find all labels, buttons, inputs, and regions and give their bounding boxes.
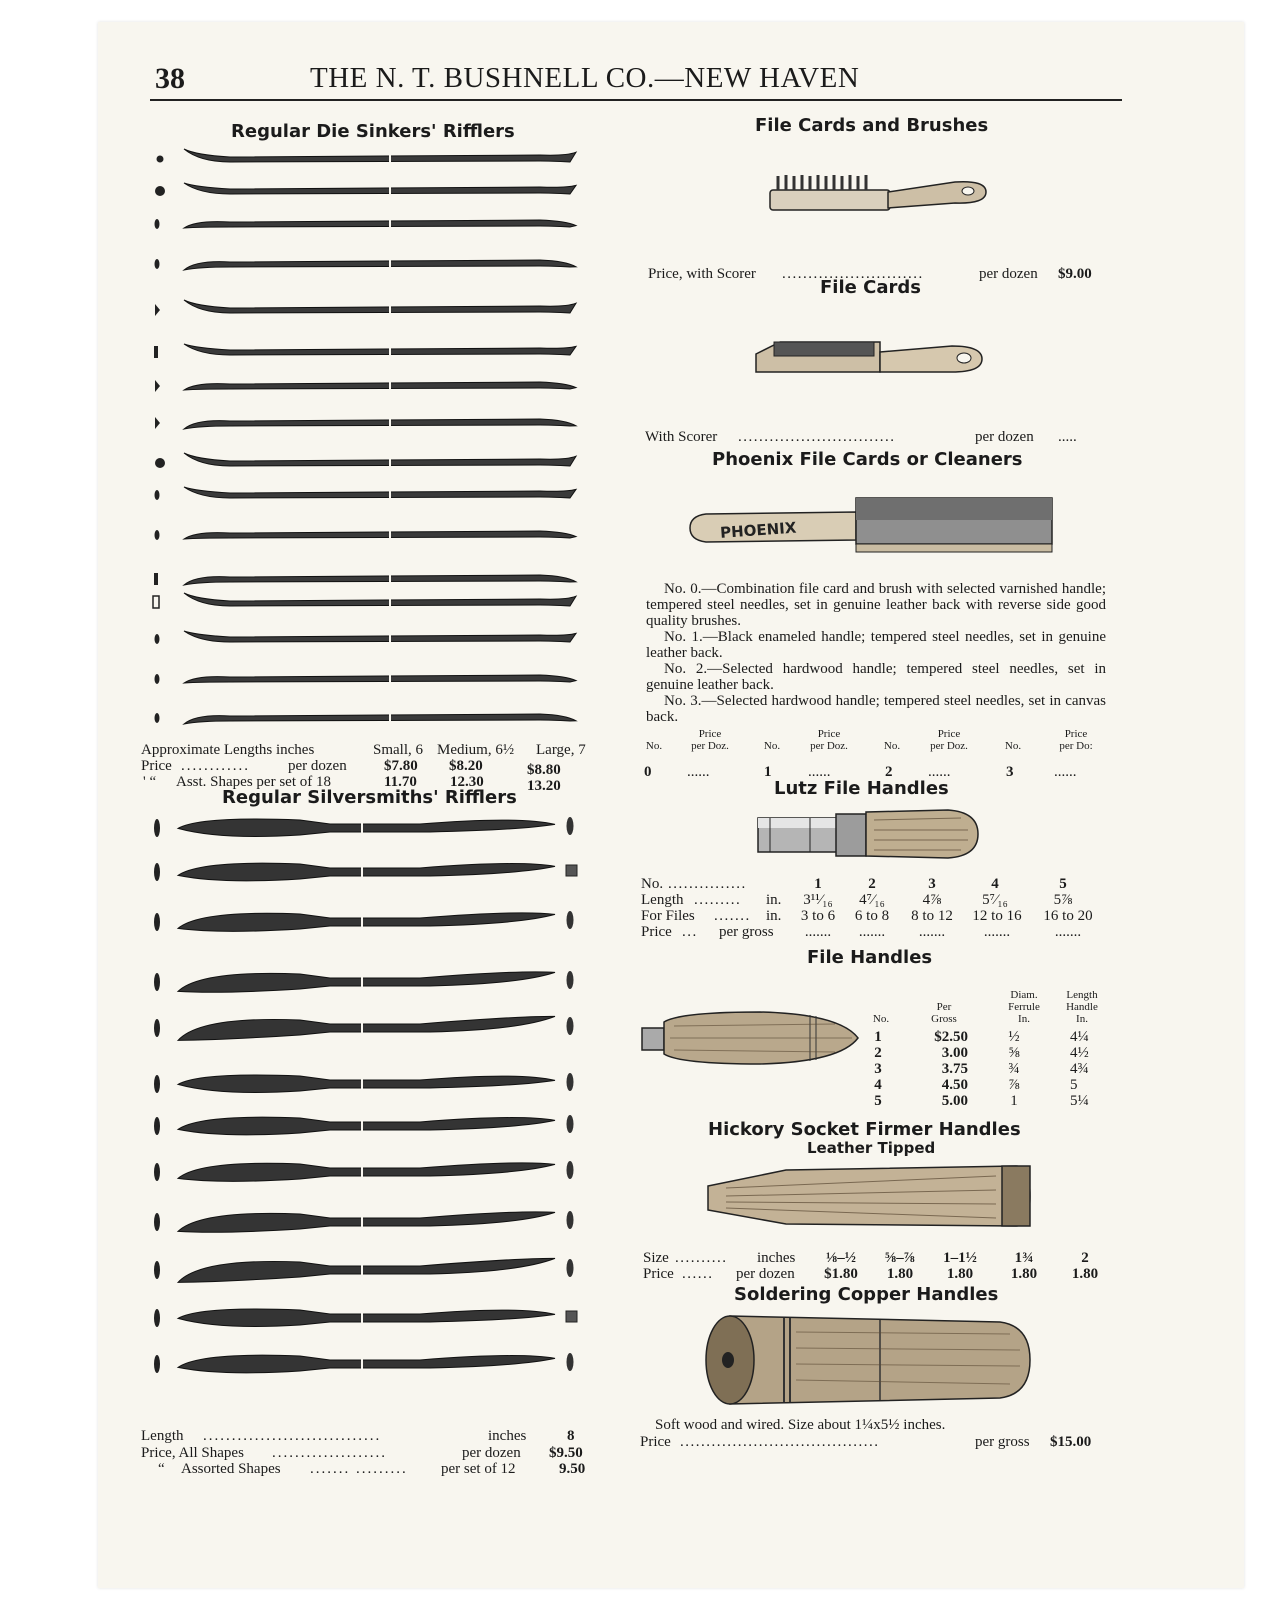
die-size-large: Large, 7 [536, 742, 586, 758]
lutz-length-1: 3¹¹⁄₁₆ [803, 892, 833, 908]
hickory-price-unit: per dozen [736, 1266, 795, 1282]
fh-col-no: No. [872, 1013, 890, 1025]
silver-section-right-11 [566, 1311, 577, 1322]
die-price-small: $7.80 [384, 758, 418, 774]
lutz-no-5: 5 [1059, 876, 1067, 892]
lutz-no-1: 1 [814, 876, 822, 892]
silver-length-label: Length [141, 1428, 184, 1444]
lutz-price-1: ....... [804, 924, 832, 940]
file-card-illustration [752, 332, 988, 380]
soldering-title: Soldering Copper Handles [734, 1284, 999, 1305]
lutz-price-unit: per gross [719, 924, 774, 940]
silver-length-leader: ............................... [203, 1428, 382, 1444]
lutz-length-3: 4⅞ [922, 892, 942, 908]
silversmiths-title: Regular Silversmiths' Rifflers [222, 787, 517, 808]
die-lengths-label: Approximate Lengths inches [141, 742, 315, 758]
lutz-files-label: For Files [641, 908, 695, 924]
silver-riffler-7 [154, 1115, 574, 1135]
soldering-handle-illustration [700, 1312, 1036, 1408]
phoenix-no-2: 2 [885, 764, 893, 780]
fh-row-3-no: 3 [874, 1061, 882, 1077]
silver-riffler-5 [154, 1016, 574, 1040]
hickory-size-5: 2 [1081, 1250, 1089, 1266]
silver-section-right-1 [567, 817, 574, 835]
fc-unit: per dozen [975, 429, 1034, 445]
lutz-length-leader: ......... [694, 892, 742, 908]
silver-price-unit: per dozen [462, 1445, 521, 1461]
phoenix-no-3: 3 [1006, 764, 1014, 780]
lutz-length-5: 5⅞ [1053, 892, 1073, 908]
silver-section-left-10 [154, 1261, 160, 1279]
fh-col-length: Length Handle In. [1066, 989, 1098, 1025]
die-size-small: Small, 6 [373, 742, 424, 758]
phoenix-brand-text: PHOENIX [719, 518, 797, 542]
hickory-price-3: 1.80 [946, 1266, 974, 1282]
silver-section-left-4 [154, 973, 160, 991]
silver-asst-unit: per set of 12 [441, 1461, 516, 1477]
fh-row-3-length: 4¾ [1070, 1061, 1089, 1077]
silver-riffler-3 [154, 911, 574, 931]
silver-section-right-9 [567, 1211, 574, 1229]
fcb-leader: ........................... [782, 266, 924, 282]
lutz-files-unit: in. [766, 908, 782, 924]
lutz-files-1: 3 to 6 [800, 908, 836, 924]
silver-riffler-9 [154, 1211, 574, 1232]
phoenix-col-no-0: No. [645, 740, 663, 752]
silver-asst-value: 9.50 [559, 1461, 586, 1477]
lutz-files-3: 8 to 12 [911, 908, 953, 924]
silver-price-label: Price, All Shapes [141, 1445, 244, 1461]
fc-leader: .............................. [738, 429, 896, 445]
fh-row-1-price: $2.50 [934, 1029, 968, 1045]
silver-asst-mark: “ [158, 1461, 165, 1477]
silver-asst-leader: ....... ......... [310, 1461, 408, 1477]
soldering-price: $15.00 [1050, 1434, 1092, 1450]
lutz-length-4: 5⁷⁄₁₆ [982, 892, 1008, 908]
lutz-files-4: 12 to 16 [972, 908, 1022, 924]
die-price-medium: $8.20 [449, 758, 483, 774]
lutz-title: Lutz File Handles [774, 778, 949, 799]
file-handles-title: File Handles [807, 947, 933, 968]
silver-section-left-6 [154, 1075, 160, 1093]
lutz-length-label: Length [641, 892, 684, 908]
phoenix-price-2: ...... [928, 764, 951, 780]
page-number: 38 [155, 62, 185, 95]
hickory-size-4: 1¾ [1014, 1250, 1034, 1266]
lutz-no-2: 2 [868, 876, 876, 892]
hickory-size-3: 1–1½ [943, 1250, 977, 1266]
lutz-no-4: 4 [991, 876, 999, 892]
silver-section-left-3 [154, 913, 160, 931]
fh-row-5-diam: 1 [1010, 1093, 1018, 1109]
fh-row-4-price: 4.50 [941, 1077, 968, 1093]
fc-label: With Scorer [645, 429, 718, 445]
fh-row-1-diam: ½ [1008, 1029, 1020, 1045]
file-cards-title: File Cards [820, 277, 921, 298]
die-asst-small: 11.70 [384, 774, 417, 790]
silver-riffler-10 [154, 1258, 574, 1282]
hickory-title: Hickory Socket Firmer Handles [708, 1119, 1021, 1140]
silver-section-left-7 [154, 1117, 160, 1135]
die-asst-label: Asst. Shapes per set of 18 [176, 774, 331, 790]
silver-section-left-9 [154, 1213, 160, 1231]
lutz-files-leader: ....... [714, 908, 751, 924]
lutz-price-leader: ... [682, 924, 698, 940]
lutz-files-5: 16 to 20 [1043, 908, 1093, 924]
hickory-size-1: ⅛–½ [826, 1250, 856, 1266]
silver-length-unit: inches [488, 1428, 527, 1444]
silver-section-right-6 [567, 1073, 574, 1091]
hickory-size-leader: .......... [675, 1250, 728, 1266]
silver-section-left-8 [154, 1163, 160, 1181]
lutz-price-label: Price [641, 924, 672, 940]
phoenix-no-1: 1 [764, 764, 772, 780]
lutz-price-4: ....... [983, 924, 1011, 940]
die-price-label: Price [141, 758, 172, 774]
fh-row-4-diam: ⅞ [1008, 1077, 1020, 1093]
phoenix-card-illustration [686, 492, 1058, 558]
phoenix-price-0: ...... [687, 764, 710, 780]
hickory-subtitle: Leather Tipped [807, 1139, 936, 1157]
hickory-size-2: ⅝–⅞ [885, 1250, 915, 1266]
phoenix-col-no-2: No. [883, 740, 901, 752]
silver-riffler-6 [154, 1073, 574, 1093]
phoenix-col-price-2: Price per Doz. [930, 728, 968, 752]
fh-row-4-no: 4 [874, 1077, 882, 1093]
fh-row-5-no: 5 [874, 1093, 882, 1109]
silver-riffler-12 [154, 1353, 574, 1373]
silver-riffler-4 [154, 971, 574, 992]
lutz-no-3: 3 [928, 876, 936, 892]
lutz-length-unit: in. [766, 892, 782, 908]
lutz-no-leader: ............... [668, 876, 747, 892]
phoenix-col-no-3: No. [1004, 740, 1022, 752]
fcb-price-label: Price, with Scorer [648, 266, 756, 282]
phoenix-no1-text: No. 1.—Black enameled handle; tempered steel needles, set in genuine leather back. [646, 629, 1106, 661]
fh-row-3-diam: ¾ [1008, 1061, 1020, 1077]
lutz-handle-illustration [756, 806, 982, 862]
fh-row-2-price: 3.00 [941, 1045, 968, 1061]
lutz-price-3: ....... [918, 924, 946, 940]
phoenix-col-no-1: No. [763, 740, 781, 752]
fh-row-2-diam: ⅝ [1008, 1045, 1020, 1061]
hickory-handle-illustration [706, 1162, 1036, 1234]
die-asst-large: 13.20 [527, 778, 561, 794]
fh-row-1-length: 4¼ [1070, 1029, 1089, 1045]
file-card-brush-illustration [760, 168, 992, 218]
fh-row-1-no: 1 [874, 1029, 882, 1045]
phoenix-no-0: 0 [644, 764, 652, 780]
silver-section-right-12 [567, 1353, 574, 1371]
fh-col-per-gross: Per Gross [931, 1001, 957, 1025]
fh-col-diam: Diam. Ferrule In. [1008, 989, 1040, 1025]
silver-price-leader: .................... [272, 1445, 387, 1461]
fh-row-2-no: 2 [874, 1045, 882, 1061]
hickory-price-leader: ...... [682, 1266, 714, 1282]
lutz-price-2: ....... [858, 924, 886, 940]
silver-riffler-8 [154, 1161, 574, 1181]
running-header: THE N. T. BUSHNELL CO.—NEW HAVEN [310, 62, 860, 94]
silver-price-value: $9.50 [549, 1445, 583, 1461]
hickory-size-unit: inches [757, 1250, 796, 1266]
die-size-medium: Medium, 6½ [437, 742, 515, 758]
fc-price: ..... [1058, 429, 1077, 445]
phoenix-no2-text: No. 2.—Selected hardwood handle; tempered steel needles, set in genuine leather back. [646, 661, 1106, 693]
lutz-price-5: ....... [1054, 924, 1082, 940]
fcb-price: $9.00 [1058, 266, 1092, 282]
phoenix-col-price-1: Price per Doz. [810, 728, 848, 752]
phoenix-no0-text: No. 0.—Combination file card and brush with selected varnished handle; tempered steel needles, set in genuine leather back with reverse side good quality brushes. [646, 581, 1106, 629]
soldering-note: Soft wood and wired. Size about 1¼x5½ inches. [655, 1417, 946, 1433]
die-asst-mark: ' “ [143, 774, 157, 790]
silver-section-left-12 [154, 1355, 160, 1373]
fh-row-3-price: 3.75 [941, 1061, 968, 1077]
fcb-unit: per dozen [979, 266, 1038, 282]
phoenix-price-3: ...... [1054, 764, 1077, 780]
silver-section-right-3 [567, 911, 574, 929]
silver-asst-label: Assorted Shapes [181, 1461, 281, 1477]
silver-section-right-10 [567, 1259, 574, 1277]
silver-section-left-5 [154, 1019, 160, 1037]
soldering-price-label: Price [640, 1434, 671, 1450]
phoenix-col-price-3: Price per Do: [1059, 728, 1093, 752]
die-sinkers-title: Regular Die Sinkers' Rifflers [231, 121, 515, 142]
hickory-price-1: $1.80 [824, 1266, 858, 1282]
silver-riffler-1 [154, 817, 574, 837]
hickory-size-label: Size [643, 1250, 669, 1266]
silver-section-left-1 [154, 819, 160, 837]
soldering-leader: ...................................... [680, 1434, 880, 1450]
lutz-files-2: 6 to 8 [854, 908, 890, 924]
fh-row-4-length: 5 [1070, 1077, 1078, 1093]
silver-section-right-5 [567, 1017, 574, 1035]
silver-section-right-2 [566, 865, 577, 876]
die-price-unit: per dozen [288, 758, 347, 774]
fh-row-5-price: 5.00 [941, 1093, 968, 1109]
file-cards-brushes-title: File Cards and Brushes [755, 115, 989, 136]
fh-row-5-length: 5¼ [1070, 1093, 1089, 1109]
hickory-price-2: 1.80 [886, 1266, 914, 1282]
fh-row-2-length: 4½ [1070, 1045, 1089, 1061]
soldering-unit: per gross [975, 1434, 1030, 1450]
silver-section-right-7 [567, 1115, 574, 1133]
silver-riffler-11 [154, 1309, 577, 1327]
lutz-no-label: No. [641, 876, 664, 892]
silver-length-value: 8 [567, 1428, 575, 1444]
phoenix-title: Phoenix File Cards or Cleaners [712, 449, 1023, 470]
silver-section-right-4 [567, 971, 574, 989]
silver-section-left-11 [154, 1309, 160, 1327]
die-price-large: $8.80 [527, 762, 561, 778]
phoenix-description [646, 581, 1106, 725]
phoenix-price-1: ...... [808, 764, 831, 780]
hickory-price-4: 1.80 [1010, 1266, 1038, 1282]
phoenix-no3-text: No. 3.—Selected hardwood handle; tempered steel needles, set in canvas back. [646, 693, 1106, 725]
lutz-length-2: 4⁷⁄₁₆ [859, 892, 885, 908]
silver-section-right-8 [567, 1161, 574, 1179]
hickory-price-label: Price [643, 1266, 674, 1282]
hickory-price-5: 1.80 [1071, 1266, 1099, 1282]
silver-section-left-2 [154, 863, 160, 881]
phoenix-col-price-0: Price per Doz. [691, 728, 729, 752]
die-price-leader: ............ [181, 758, 250, 774]
file-handle-illustration [640, 1008, 864, 1066]
silver-riffler-2 [154, 863, 577, 881]
die-asst-medium: 12.30 [450, 774, 484, 790]
